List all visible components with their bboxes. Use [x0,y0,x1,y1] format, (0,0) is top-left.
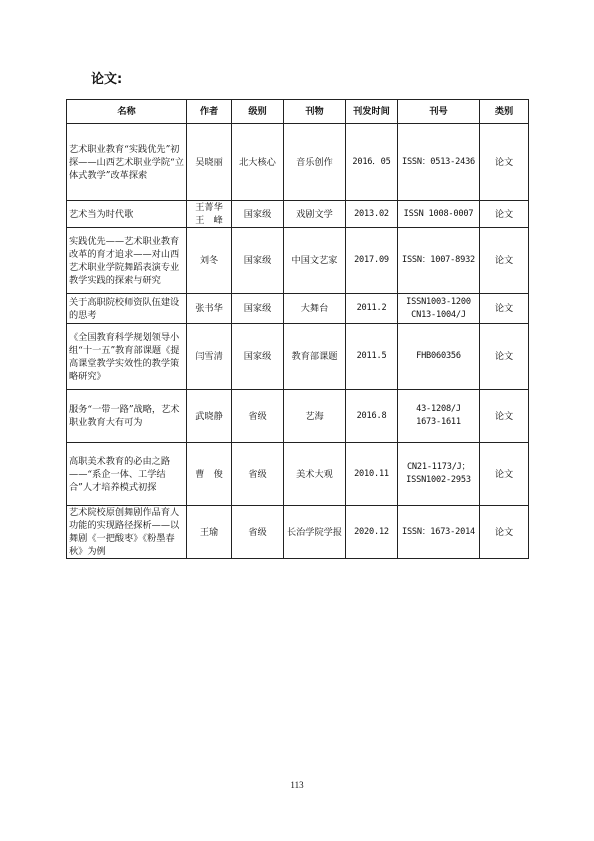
cell-issn: ISSN：1007-8932 [398,228,480,294]
cell-title: 服务“一带一路”战略，艺术职业教育大有可为 [67,390,187,443]
cell-title: 艺术当为时代歌 [67,201,187,228]
cell-category: 论文 [480,390,529,443]
cell-level: 省级 [232,390,284,443]
cell-level: 国家级 [232,294,284,324]
cell-category: 论文 [480,124,529,201]
cell-author: 武晓静 [187,390,232,443]
table-row [67,506,529,559]
cell-journal: 长治学院学报 [284,506,346,559]
cell-issn: CN21-1173/J； ISSN1002-2953 [398,443,480,506]
cell-date: 2010.11 [346,443,398,506]
cell-title: 实践优先——艺术职业教育改革的育才追求——对山西艺术职业学院舞蹈表演专业教学实践的探索与研究 [67,228,187,294]
cell-date: 2017.09 [346,228,398,294]
cell-author: 王瑜 [187,506,232,559]
cell-journal: 教育部课题 [284,324,346,390]
page-number: 113 [290,780,304,790]
cell-journal: 音乐创作 [284,124,346,201]
cell-journal: 艺海 [284,390,346,443]
cell-title: 艺术职业教育“实践优先”初探——山西艺术职业学院“立体式教学”改革探索 [67,124,187,201]
cell-author: 张书华 [187,294,232,324]
table-row [67,443,529,506]
cell-category: 论文 [480,228,529,294]
header-date: 刊发时间 [346,100,398,124]
cell-date: 2016.8 [346,390,398,443]
cell-level: 省级 [232,506,284,559]
cell-journal: 大舞台 [284,294,346,324]
header-issn: 刊号 [398,100,480,124]
table-row [67,294,529,324]
cell-journal: 戏剧文学 [284,201,346,228]
table-row [67,201,529,228]
cell-issn: ISSN：1673-2014 [398,506,480,559]
cell-level: 国家级 [232,228,284,294]
cell-author: 王菁华 王 峰 [187,201,232,228]
cell-date: 2011.5 [346,324,398,390]
table-row [67,228,529,294]
table-body [67,124,529,559]
cell-date: 2020.12 [346,506,398,559]
cell-category: 论文 [480,201,529,228]
cell-issn: ISSN1003-1200 CN13-1004/J [398,294,480,324]
cell-title: 高职美术教育的必由之路——“系企一体、工学结合”人才培养模式初探 [67,443,187,506]
header-journal: 刊物 [284,100,346,124]
header-author: 作者 [187,100,232,124]
cell-title: 关于高职院校师资队伍建设的思考 [67,294,187,324]
header-row [67,100,529,124]
cell-category: 论文 [480,294,529,324]
cell-author: 吴晓丽 [187,124,232,201]
cell-level: 省级 [232,443,284,506]
header-name: 名称 [67,100,187,124]
papers-table [66,99,529,559]
cell-journal: 美术大观 [284,443,346,506]
cell-issn: 43-1208/J 1673-1611 [398,390,480,443]
cell-author: 曹 俊 [187,443,232,506]
cell-author: 闫雪清 [187,324,232,390]
section-heading: 论文: [91,72,123,87]
cell-title: 艺术院校原创舞剧作品育人功能的实现路径探析——以舞剧《一把酸枣》《粉墨春秋》为例 [67,506,187,559]
cell-title: 《全国教育科学规划领导小组“十一五”教育部课题《提高课堂教学实效性的教学策略研究》 [67,324,187,390]
table-row [67,324,529,390]
cell-issn: ISSN 1008-0007 [398,201,480,228]
cell-date: 2011.2 [346,294,398,324]
cell-level: 国家级 [232,201,284,228]
cell-issn: FHB060356 [398,324,480,390]
cell-category: 论文 [480,506,529,559]
cell-date: 2013.02 [346,201,398,228]
cell-level: 北大核心 [232,124,284,201]
cell-category: 论文 [480,443,529,506]
cell-date: 2016．05 [346,124,398,201]
table-row [67,390,529,443]
header-category: 类别 [480,100,529,124]
header-level: 级别 [232,100,284,124]
cell-author: 刘冬 [187,228,232,294]
table-row [67,124,529,201]
cell-journal: 中国文艺家 [284,228,346,294]
cell-category: 论文 [480,324,529,390]
cell-level: 国家级 [232,324,284,390]
cell-issn: ISSN：0513-2436 [398,124,480,201]
